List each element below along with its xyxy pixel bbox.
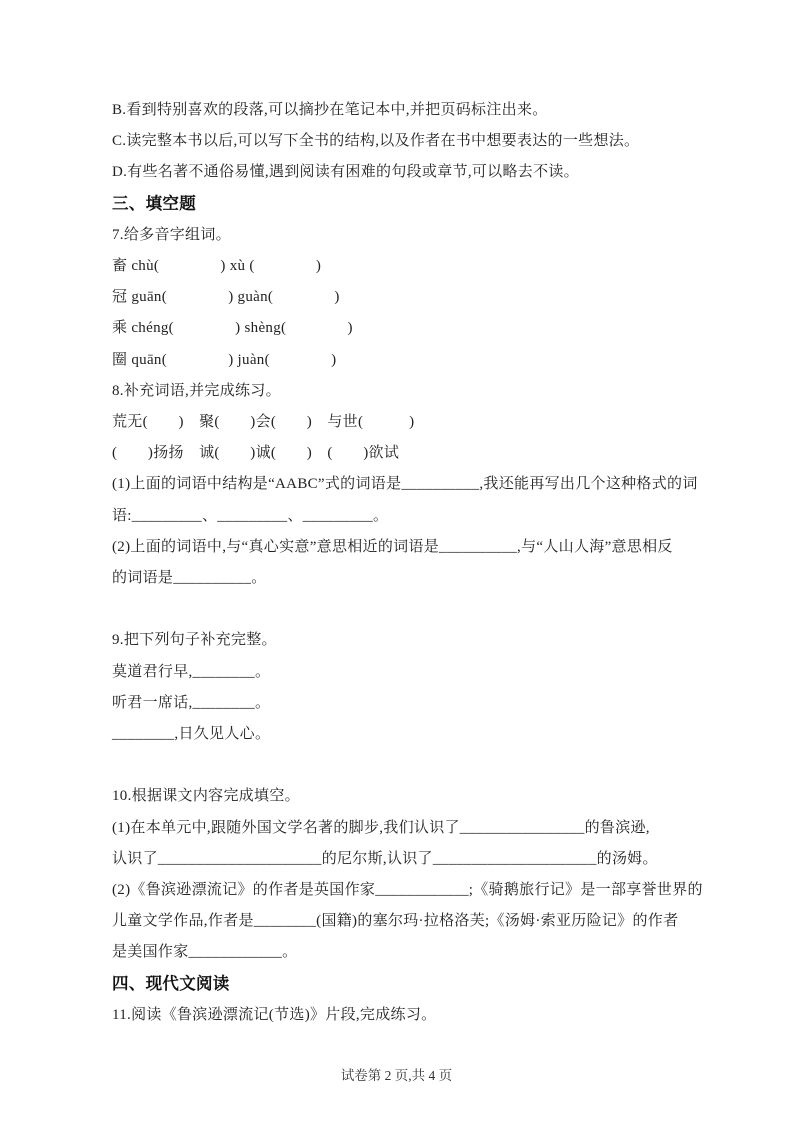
- q7-stem: 7.给多音字组词。: [112, 226, 231, 243]
- section-heading-fill-in-blanks: 三、填空题: [112, 194, 196, 213]
- page-content: [112, 95, 712, 1031]
- q9-line-1: 莫道君行早,________。: [112, 663, 271, 680]
- q8-sub2-line1: (2)上面的词语中,与“真心实意”意思相近的词语是__________,与“人山人海”意思相反: [112, 538, 673, 555]
- q8-sub1-line2: 语:_________、_________、_________。: [112, 507, 389, 524]
- q10-sub1-line1: (1)在本单元中,跟随外国文学名著的脚步,我们认识了________________的鲁滨逊,: [112, 819, 650, 836]
- option-c: C.读完整本书以后,可以写下全书的结构,以及作者在书中想要表达的一些想法。: [112, 133, 640, 150]
- q7-row-cheng: 乘 chéng( ) shèng( ): [112, 320, 353, 337]
- q9-line-2: 听君一席话,________。: [112, 694, 271, 711]
- q8-word-row-2: ( )扬扬 诚( )诚( ) ( )欲试: [112, 445, 400, 462]
- q8-sub2-line2: 的词语是__________。: [112, 570, 267, 587]
- q8-word-row-1: 荒无( ) 聚( )会( ) 与世( ): [112, 414, 415, 431]
- q7-row-guan: 冠 guān( ) guàn( ): [112, 289, 340, 306]
- page-number-footer: 试卷第 2 页,共 4 页: [340, 1068, 453, 1083]
- q7-row-chu: 畜 chù( ) xù ( ): [112, 258, 322, 275]
- q9-line-3: ________,日久见人心。: [112, 726, 271, 743]
- blank-line: [112, 594, 712, 625]
- q10-stem: 10.根据课文内容完成填空。: [112, 788, 300, 805]
- q10-sub2-line3: 是美国作家____________。: [112, 944, 298, 961]
- q10-sub2-line2: 儿童文学作品,作者是________(国籍)的塞尔玛·拉格洛芙;《汤姆·索亚历险记》的作者: [112, 913, 679, 930]
- q10-sub1-line2: 认识了_____________________的尼尔斯,认识了_____________________的汤姆。: [112, 850, 658, 867]
- option-b: B.看到特别喜欢的段落,可以摘抄在笔记本中,并把页码标注出来。: [112, 102, 548, 118]
- q7-row-quan: 圈 quān( ) juàn( ): [112, 351, 337, 368]
- q9-stem: 9.把下列句子补充完整。: [112, 632, 277, 649]
- q11-stem: 11.阅读《鲁滨逊漂流记(节选)》片段,完成练习。: [112, 1006, 437, 1023]
- section-heading-modern-reading: 四、现代文阅读: [112, 974, 230, 993]
- q8-stem: 8.补充词语,并完成练习。: [112, 382, 281, 399]
- option-d: D.有些名著不通俗易懂,遇到阅读有困难的句段或章节,可以略去不读。: [112, 164, 579, 181]
- q8-sub1-line1: (1)上面的词语中结构是“AABC”式的词语是__________,我还能再写出几个这种格式的词: [112, 476, 698, 493]
- blank-line: [112, 750, 712, 781]
- q10-sub2-line1: (2)《鲁滨逊漂流记》的作者是英国作家____________;《骑鹅旅行记》是一部享誉世界的: [112, 882, 703, 899]
